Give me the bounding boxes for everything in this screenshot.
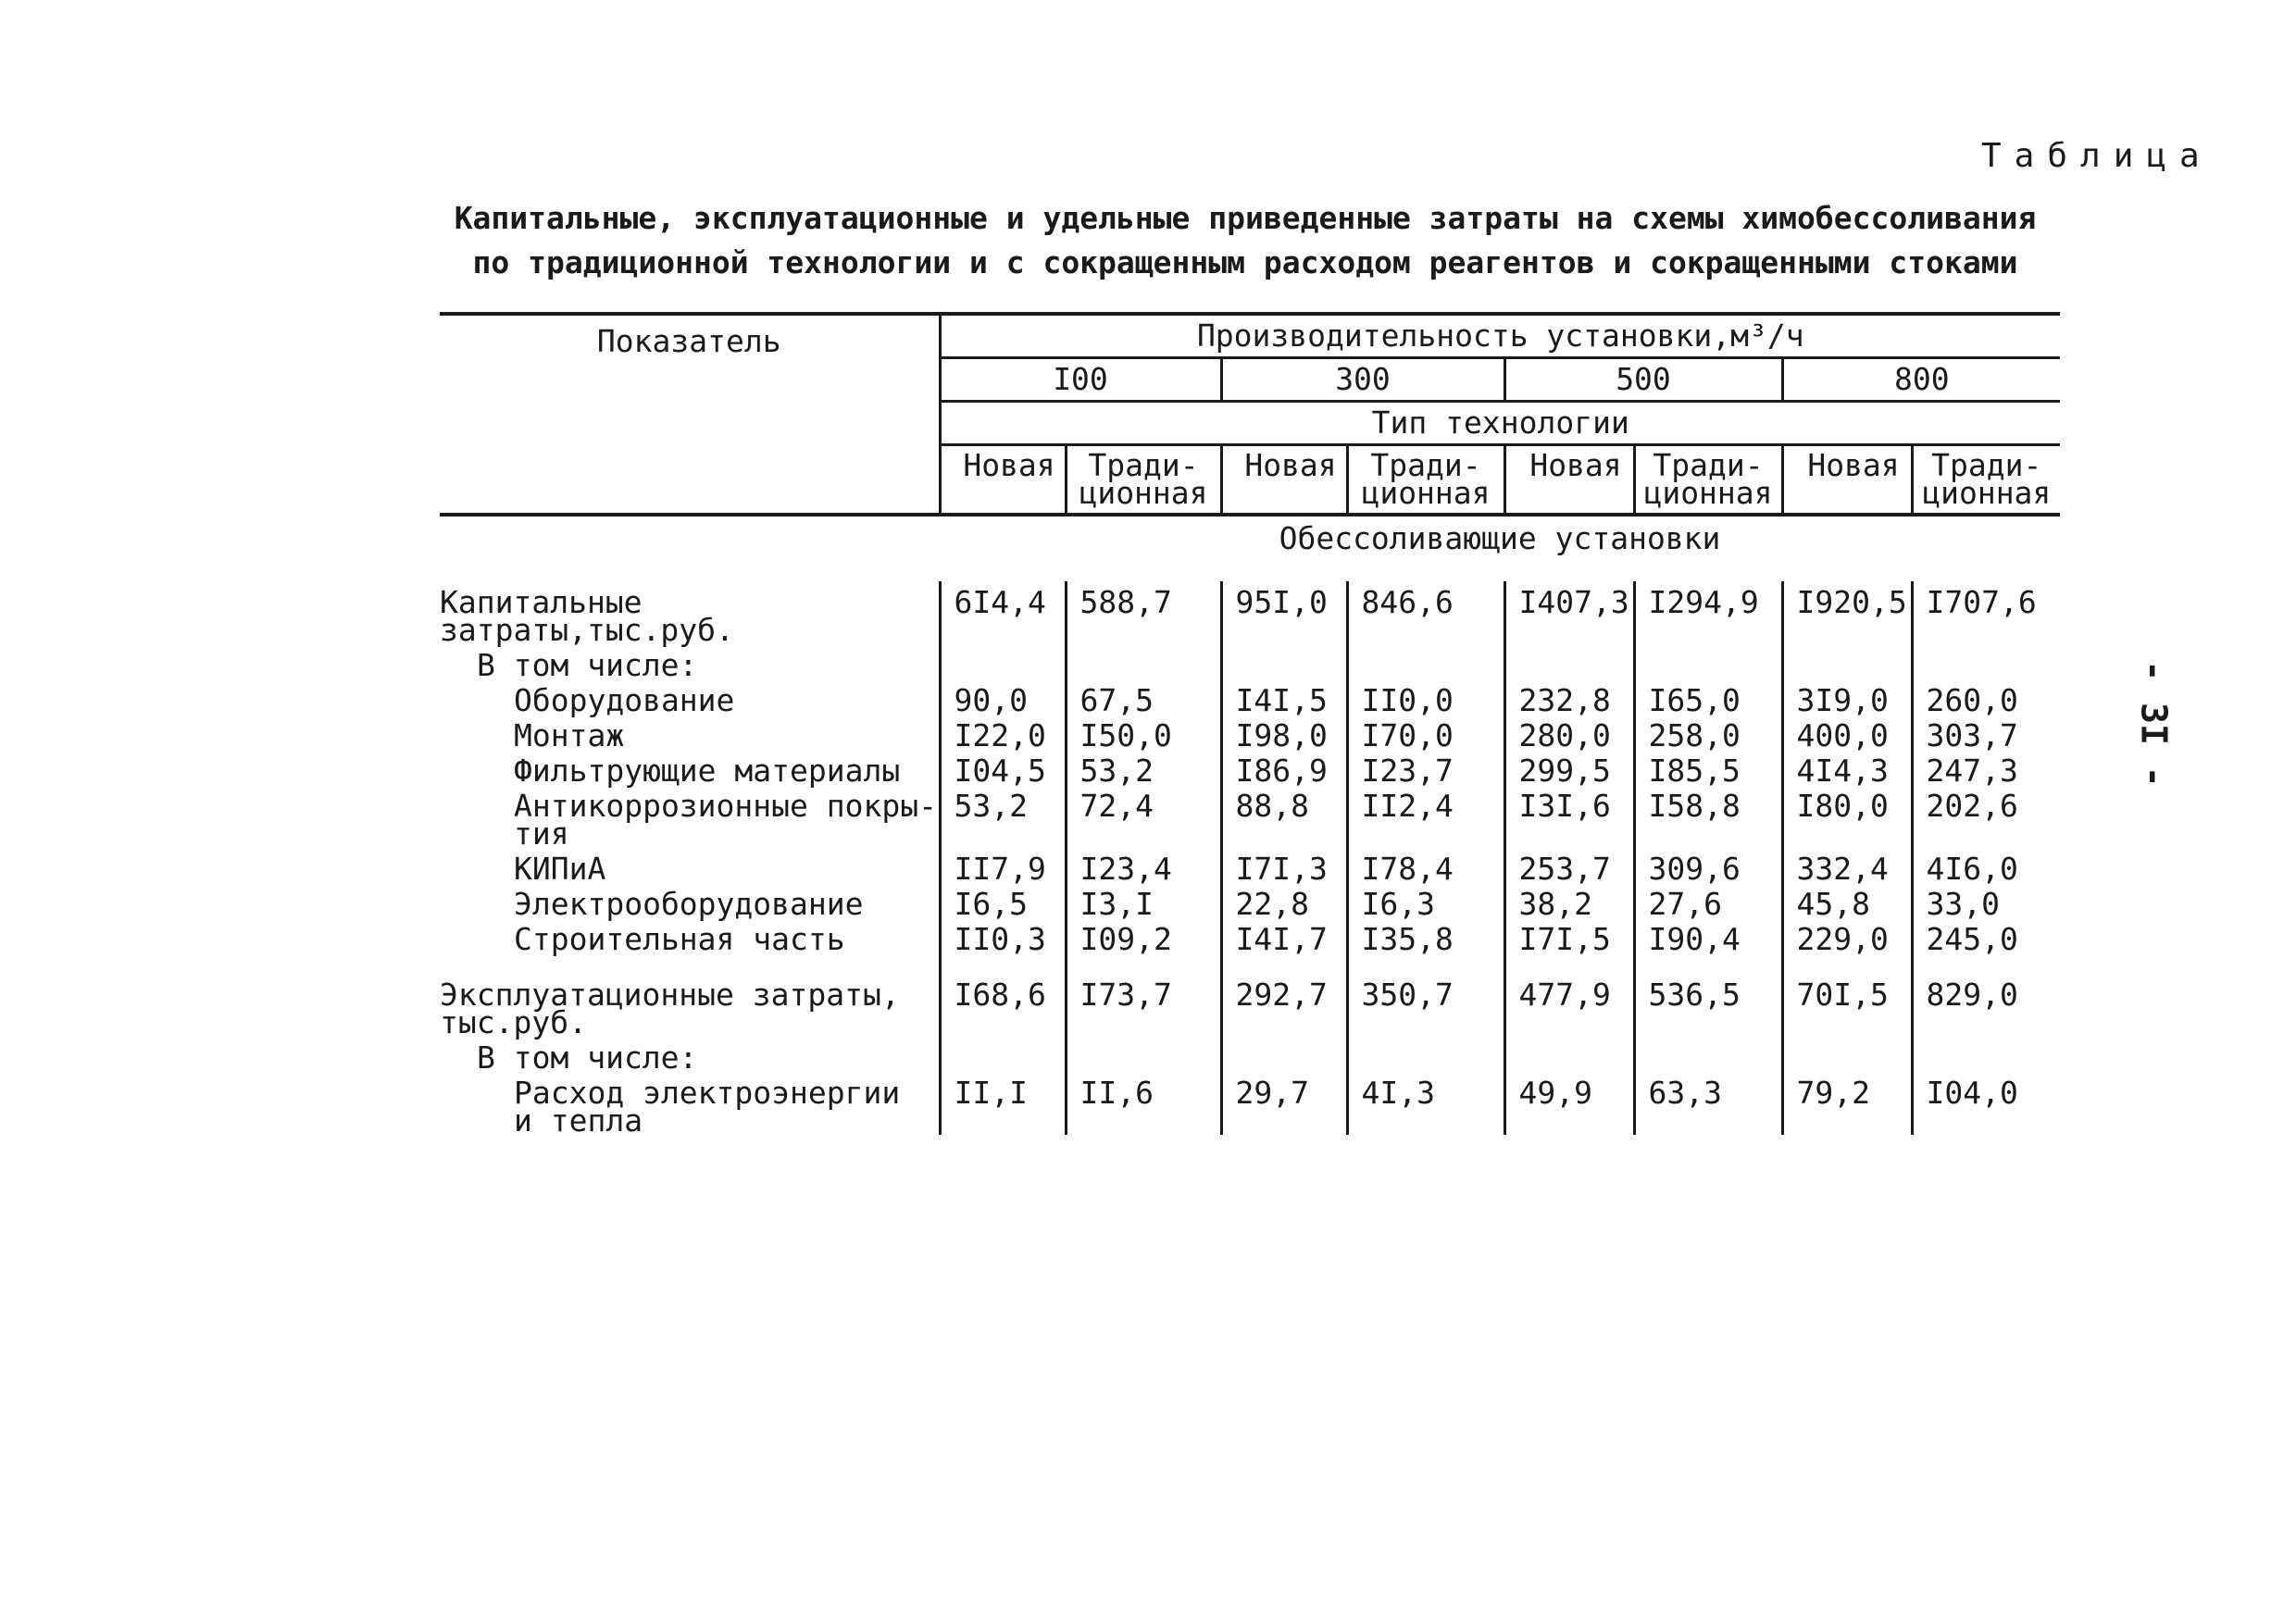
table-cell: I23,7 <box>1347 750 1504 785</box>
table-cell <box>1912 1037 2060 1072</box>
caption-line-2: по традиционной технологии и с сокращенным расходом реагентов и сокращенными стоками <box>472 244 2018 280</box>
table-body <box>440 515 2060 1139</box>
capacity-header-text: Производительность установки,м³/ч <box>1196 317 1804 354</box>
table-header <box>440 314 2060 515</box>
table-cell <box>1634 1037 1782 1072</box>
table-cell: 90,0 <box>940 679 1066 715</box>
row-label: Оборудование <box>514 682 735 718</box>
table-cell: 253,7 <box>1504 848 1634 883</box>
table-cell <box>940 644 1066 679</box>
capacity-header <box>940 314 2060 358</box>
table-cell: 45,8 <box>1782 883 1912 918</box>
table-row <box>440 883 2060 918</box>
table-cell: 202,6 <box>1912 785 2060 848</box>
table-cell <box>1066 1037 1221 1072</box>
tech-traditional-header: Тради- ционная <box>1912 445 2060 516</box>
table-cell <box>1782 1037 1912 1072</box>
table-cell: 332,4 <box>1782 848 1912 883</box>
table-cell: I3,I <box>1066 883 1221 918</box>
table-cell <box>1221 1037 1347 1072</box>
table-cell: 63,3 <box>1634 1072 1782 1135</box>
table-row <box>440 785 2060 848</box>
row-label: Фильтрующие материалы <box>514 753 901 789</box>
table-cell: I68,6 <box>940 974 1066 1037</box>
table-cell: I98,0 <box>1221 715 1347 750</box>
table-cell: I707,6 <box>1912 581 2060 644</box>
capacity-value: 800 <box>1782 358 2060 402</box>
table-cell: 38,2 <box>1504 883 1634 918</box>
table-cell: I09,2 <box>1066 918 1221 953</box>
table-cell <box>940 1037 1066 1072</box>
table-cell: 6I4,4 <box>940 581 1066 644</box>
table-cell: 400,0 <box>1782 715 1912 750</box>
table-cell: I6,3 <box>1347 883 1504 918</box>
row-label: Антикоррозионные покры- тия <box>514 788 937 852</box>
table-cell: 67,5 <box>1066 679 1221 715</box>
table-cell <box>1221 644 1347 679</box>
row-label: Эксплуатационные затраты, тыс.руб. <box>440 977 900 1040</box>
table-row <box>440 848 2060 883</box>
table-cell: 247,3 <box>1912 750 2060 785</box>
table-cell: I04,0 <box>1912 1072 2060 1135</box>
table-cell: 536,5 <box>1634 974 1782 1037</box>
table-cell <box>1782 644 1912 679</box>
table-cell: 33,0 <box>1912 883 2060 918</box>
table-cell: II7,9 <box>940 848 1066 883</box>
table-cell: II2,4 <box>1347 785 1504 848</box>
table-cell: I04,5 <box>940 750 1066 785</box>
tech-type-header: Тип технологии <box>940 402 2060 445</box>
table-cell: I4I,5 <box>1221 679 1347 715</box>
tech-traditional-header: Тради- ционная <box>1347 445 1504 516</box>
row-label: Расход электроэнергии и тепла <box>514 1075 901 1139</box>
tech-traditional-header: Тради- ционная <box>1634 445 1782 516</box>
table-cell: 4I,3 <box>1347 1072 1504 1135</box>
table-cell <box>1912 644 2060 679</box>
table-cell: 280,0 <box>1504 715 1634 750</box>
table-cell: 22,8 <box>1221 883 1347 918</box>
table-cell: I50,0 <box>1066 715 1221 750</box>
table-cell: II,I <box>940 1072 1066 1135</box>
table-cell: I70,0 <box>1347 715 1504 750</box>
table-cell: I6,5 <box>940 883 1066 918</box>
table-cell: II,6 <box>1066 1072 1221 1135</box>
table-cell: 4I4,3 <box>1782 750 1912 785</box>
table-cell: 477,9 <box>1504 974 1634 1037</box>
table-cell: I85,5 <box>1634 750 1782 785</box>
table-cell: I73,7 <box>1066 974 1221 1037</box>
table-cell: II0,0 <box>1347 679 1504 715</box>
table-cell: I65,0 <box>1634 679 1782 715</box>
table-cell: 95I,0 <box>1221 581 1347 644</box>
table-cell: I407,3 <box>1504 581 1634 644</box>
table-cell: 53,2 <box>940 785 1066 848</box>
row-label: Капитальные затраты,тыс.руб. <box>440 584 734 648</box>
table-cell: 232,8 <box>1504 679 1634 715</box>
tech-new-header: Новая <box>1782 445 1912 516</box>
table-cell: I7I,3 <box>1221 848 1347 883</box>
table-cell: 846,6 <box>1347 581 1504 644</box>
table-cell: 829,0 <box>1912 974 2060 1037</box>
table-cell <box>1634 644 1782 679</box>
table-cell: 303,7 <box>1912 715 2060 750</box>
table-cell: I58,8 <box>1634 785 1782 848</box>
table-cell: 229,0 <box>1782 918 1912 953</box>
table-cell <box>1504 644 1634 679</box>
table-label: Таблица <box>1981 137 2213 175</box>
table-cell: 260,0 <box>1912 679 2060 715</box>
table-cell: 72,4 <box>1066 785 1221 848</box>
table-cell: 53,2 <box>1066 750 1221 785</box>
cost-table <box>440 312 2060 1139</box>
table-cell: I3I,6 <box>1504 785 1634 848</box>
row-label: Электрооборудование <box>514 886 864 922</box>
tech-new-header: Новая <box>940 445 1066 516</box>
table-cell: 588,7 <box>1066 581 1221 644</box>
table-cell: 49,9 <box>1504 1072 1634 1135</box>
table-cell: 245,0 <box>1912 918 2060 953</box>
table-row <box>440 581 2060 644</box>
tech-traditional-header: Тради- ционная <box>1066 445 1221 516</box>
indicator-header: Показатель <box>440 314 940 515</box>
table-cell: I4I,7 <box>1221 918 1347 953</box>
table-cell: 309,6 <box>1634 848 1782 883</box>
tech-new-header: Новая <box>1221 445 1347 516</box>
capacity-value: I00 <box>940 358 1221 402</box>
table-cell: I78,4 <box>1347 848 1504 883</box>
table-cell: I86,9 <box>1221 750 1347 785</box>
table-cell: 350,7 <box>1347 974 1504 1037</box>
table-row <box>440 644 2060 679</box>
table-cell: 88,8 <box>1221 785 1347 848</box>
row-label: КИПиА <box>514 851 606 887</box>
table-row <box>440 750 2060 785</box>
table-row <box>440 1072 2060 1135</box>
capacity-value: 500 <box>1504 358 1782 402</box>
row-label: Монтаж <box>514 717 625 753</box>
table-cell: I22,0 <box>940 715 1066 750</box>
table-cell <box>1066 644 1221 679</box>
caption-line-1: Капитальные, эксплуатационные и удельные приведенные затраты на схемы химобессоливания <box>454 200 2037 236</box>
table-cell: I90,4 <box>1634 918 1782 953</box>
table-cell <box>1504 1037 1634 1072</box>
table-caption <box>435 196 2055 285</box>
table-cell <box>1347 1037 1504 1072</box>
table-cell: 3I9,0 <box>1782 679 1912 715</box>
table-cell: 258,0 <box>1634 715 1782 750</box>
table-cell: 4I6,0 <box>1912 848 2060 883</box>
row-label: В том числе: <box>477 1039 698 1076</box>
table-cell: I23,4 <box>1066 848 1221 883</box>
table-row <box>440 974 2060 1037</box>
table-cell: 299,5 <box>1504 750 1634 785</box>
capacity-value: 300 <box>1221 358 1504 402</box>
table-cell: I80,0 <box>1782 785 1912 848</box>
row-label: В том числе: <box>477 647 698 683</box>
table-cell: 70I,5 <box>1782 974 1912 1037</box>
table-row <box>440 715 2060 750</box>
table-cell: 292,7 <box>1221 974 1347 1037</box>
table-cell: II0,3 <box>940 918 1066 953</box>
table-cell: 29,7 <box>1221 1072 1347 1135</box>
section-title: Обессоливающие установки <box>1279 520 1721 556</box>
table-cell: I294,9 <box>1634 581 1782 644</box>
table-row <box>440 1037 2060 1072</box>
table-row <box>440 918 2060 953</box>
table-cell: I7I,5 <box>1504 918 1634 953</box>
table-cell <box>1347 644 1504 679</box>
table-cell: 27,6 <box>1634 883 1782 918</box>
table-row <box>440 679 2060 715</box>
table-cell: 79,2 <box>1782 1072 1912 1135</box>
tech-new-header: Новая <box>1504 445 1634 516</box>
table-cell: I35,8 <box>1347 918 1504 953</box>
table-cell: I920,5 <box>1782 581 1912 644</box>
row-label: Строительная часть <box>514 921 845 957</box>
page-number: - 3I - <box>2133 660 2175 788</box>
